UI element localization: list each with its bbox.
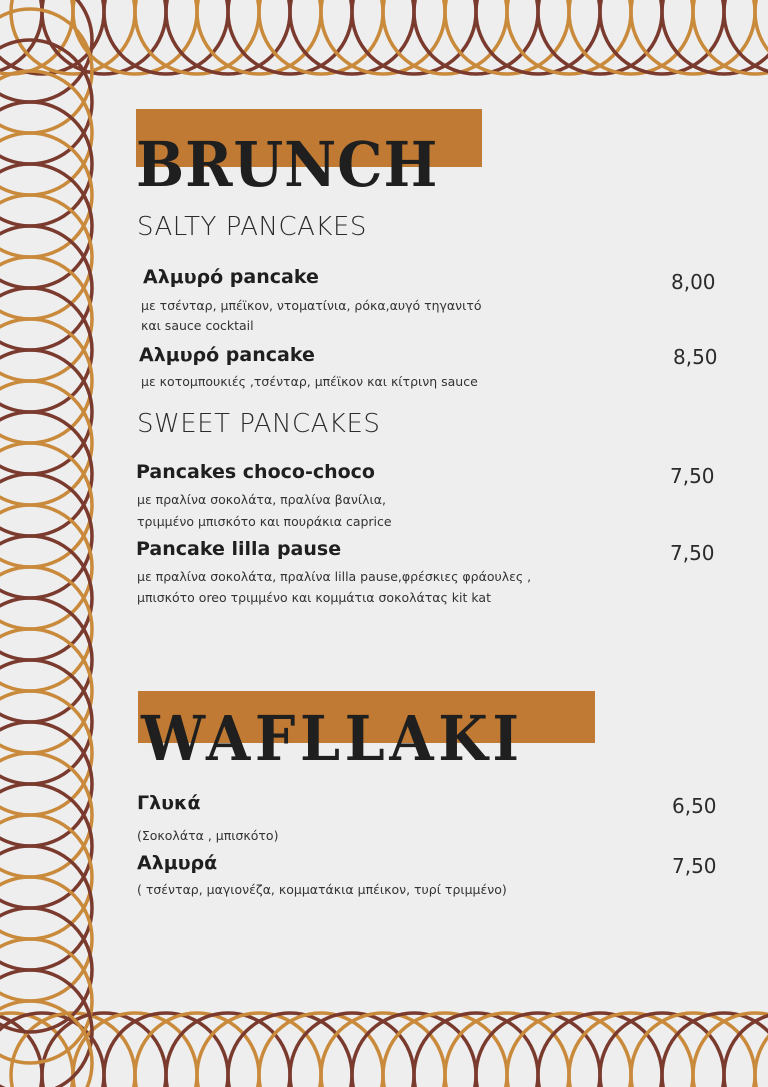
arc-ring bbox=[0, 381, 92, 505]
arc-ring bbox=[0, 0, 92, 102]
arc-ring bbox=[0, 474, 92, 598]
sweet-item-2-desc-line-1: με πραλίνα σοκολάτα, πραλίνα lilla pause,φρέσκιες φράουλες , bbox=[137, 569, 532, 584]
arc-ring bbox=[0, 412, 92, 536]
arc-ring bbox=[0, 939, 92, 1063]
arc-ring bbox=[0, 784, 92, 908]
salty-item-1-desc-line-1: με τσένταρ, μπέϊκον, ντοματίνια, ρόκα,αυγό τηγανιτό bbox=[141, 298, 482, 313]
sweet-item-2-desc-line-2: μπισκότο oreo τριμμένο και κομμάτια σοκολάτας kit kat bbox=[137, 590, 491, 605]
sweet-item-1-price: 7,50 bbox=[670, 464, 715, 488]
arc-ring bbox=[0, 505, 92, 629]
waffle-item-1-name: Γλυκά bbox=[137, 792, 201, 814]
salty-item-2-price: 8,50 bbox=[673, 345, 718, 369]
salty-item-1-name: Αλμυρό pancake bbox=[143, 266, 319, 288]
arc-ring bbox=[0, 815, 92, 939]
arc-ring bbox=[0, 660, 92, 784]
sweet-item-2-price: 7,50 bbox=[670, 541, 715, 565]
salty-item-2-desc-line-1: με κοτομπουκιές ,τσένταρ, μπέϊκον και κίτρινη sauce bbox=[141, 374, 478, 389]
sweet-item-1-desc-line-1: με πραλίνα σοκολάτα, πραλίνα βανίλια, bbox=[137, 492, 386, 507]
waffle-title: WAFLLAKI bbox=[141, 702, 524, 775]
waffle-item-1-desc-line-1: (Σοκολάτα , μπισκότο) bbox=[137, 828, 279, 843]
arc-ring bbox=[0, 164, 92, 288]
arc-ring bbox=[0, 722, 92, 846]
waffle-item-2-price: 7,50 bbox=[672, 854, 717, 878]
arc-ring bbox=[0, 319, 92, 443]
waffle-item-2-desc-line-1: ( τσένταρ, μαγιονέζα, κομματάκια μπέικον, τυρί τριμμένο) bbox=[137, 882, 507, 897]
arc-ring bbox=[0, 71, 92, 195]
salty-item-1-desc-line-2: και sauce cocktail bbox=[141, 318, 254, 333]
arc-ring bbox=[0, 443, 92, 567]
waffle-item-2-name: Αλμυρά bbox=[137, 852, 218, 874]
salty-item-2-name: Αλμυρό pancake bbox=[139, 344, 315, 366]
salty-pancakes-heading: SALTY PANCAKES bbox=[137, 212, 367, 242]
brunch-title: BRUNCH bbox=[136, 128, 439, 201]
arc-ring bbox=[0, 598, 92, 722]
arc-ring bbox=[0, 257, 92, 381]
waffle-item-1-price: 6,50 bbox=[672, 794, 717, 818]
arc-ring bbox=[0, 195, 92, 319]
arc-ring bbox=[0, 691, 92, 815]
arc-ring bbox=[0, 133, 92, 257]
arc-ring bbox=[0, 629, 92, 753]
arc-ring bbox=[0, 226, 92, 350]
arc-ring bbox=[0, 536, 92, 660]
sweet-item-1-name: Pancakes choco-choco bbox=[136, 461, 375, 483]
sweet-item-1-desc-line-2: τριμμένο μπισκότο και πουράκια caprice bbox=[137, 514, 392, 529]
sweet-pancakes-heading: SWEET PANCAKES bbox=[137, 409, 381, 439]
salty-item-1-price: 8,00 bbox=[671, 270, 716, 294]
arc-ring bbox=[0, 753, 92, 877]
arc-ring bbox=[0, 567, 92, 691]
arc-ring bbox=[0, 40, 92, 164]
arc-ring bbox=[0, 288, 92, 412]
arc-ring bbox=[0, 846, 92, 970]
arc-ring bbox=[0, 877, 92, 1001]
arc-ring bbox=[0, 350, 92, 474]
sweet-item-2-name: Pancake lilla pause bbox=[136, 538, 342, 560]
arc-ring bbox=[0, 102, 92, 226]
